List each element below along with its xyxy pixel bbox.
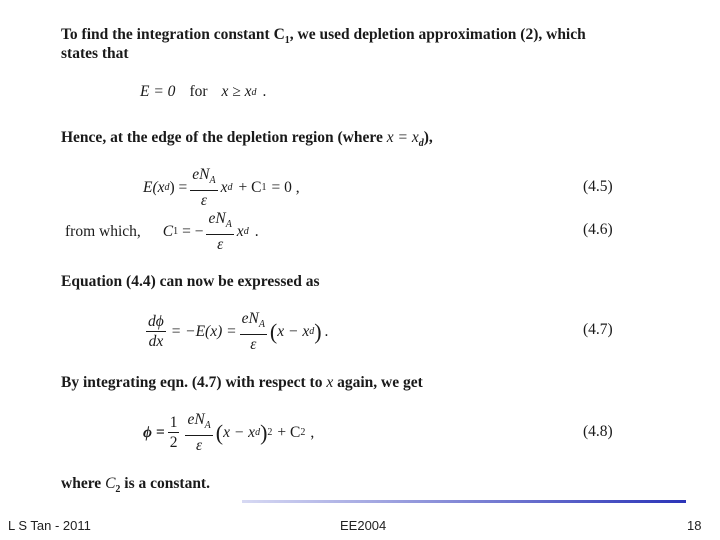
paragraph-states-that: [61, 44, 129, 63]
numerator: 1: [169, 414, 178, 431]
paragraph-integrating: [61, 373, 423, 392]
fraction: [206, 210, 233, 253]
subscript: 1: [284, 35, 290, 46]
eq-for: for: [189, 83, 208, 100]
eq-tail: .: [262, 83, 267, 100]
paragraph-edge-depletion: [61, 128, 433, 153]
footer-course: EE2004: [340, 518, 387, 533]
equation-4-5: [143, 166, 300, 209]
footer-author: L S Tan - 2011: [8, 518, 91, 533]
subscript: d: [227, 182, 233, 193]
eq-term: x − x: [277, 322, 310, 340]
footer-page-number: 18: [687, 518, 702, 533]
numerator: eN: [187, 411, 205, 428]
numerator: dϕ: [148, 313, 164, 330]
subscript: d: [309, 326, 315, 337]
text: Hence, at the edge of the depletion region (where: [61, 129, 387, 146]
eq-tail: = 0 ,: [271, 178, 300, 196]
subscript: 1: [173, 226, 179, 237]
eq-term: + C: [238, 178, 262, 196]
numerator: eN: [208, 210, 226, 227]
fraction-derivative: [146, 313, 166, 350]
denominator: ε: [200, 192, 208, 209]
subscript: d: [164, 182, 170, 193]
eq-term: = −E(x) =: [170, 322, 237, 340]
eq-tail: ,: [310, 423, 315, 441]
eq-term: x − x: [223, 423, 256, 441]
eq-term: x: [220, 178, 228, 196]
equation-4-8: [143, 411, 314, 454]
subscript: 1: [261, 182, 267, 193]
eq-equals: ) =: [169, 178, 188, 196]
text: again, we get: [333, 374, 423, 391]
paragraph-where-constant: [61, 474, 210, 499]
subscript: A: [258, 319, 265, 330]
text: Equation (4.4) can now be expressed as: [61, 273, 320, 290]
subscript: d: [251, 86, 257, 98]
denominator: 2: [169, 434, 178, 451]
eq-lhs: E = 0: [140, 83, 176, 100]
text: where: [61, 475, 106, 492]
subscript: A: [209, 175, 216, 186]
text: By integrating eqn. (4.7) with respect to: [61, 374, 327, 391]
paragraph-integration-constant: [61, 25, 586, 50]
text: , we used depletion approximation (2), which: [289, 26, 586, 43]
eq-equals: = −: [182, 222, 204, 240]
paren-close: ): [260, 419, 268, 445]
subscript: 2: [300, 427, 306, 438]
fraction: [240, 310, 267, 353]
eq-lhs: C: [162, 222, 174, 240]
equation-number-4-6: (4.6): [583, 221, 613, 238]
equation-e-zero: [140, 83, 266, 101]
math: x: [326, 374, 334, 391]
denominator: ε: [196, 437, 203, 454]
paren-open: (: [269, 318, 278, 344]
eq-tail: .: [324, 322, 329, 340]
math: x = x: [386, 129, 419, 146]
text: To find the integration constant C: [61, 26, 285, 43]
eq-lhs: ϕ =: [143, 423, 165, 441]
eq-lhs: E(x: [143, 178, 165, 196]
paragraph-equation-4-4: [61, 272, 320, 291]
equation-number-4-7: (4.7): [583, 321, 613, 338]
fraction: [190, 166, 217, 209]
eq-tail: .: [254, 222, 259, 240]
equation-number-4-5: (4.5): [583, 178, 613, 195]
eq-term: + C: [277, 423, 301, 441]
fraction: [185, 411, 212, 454]
subscript: A: [204, 420, 211, 431]
subscript: A: [225, 219, 232, 230]
subscript: d: [243, 226, 249, 237]
superscript: 2: [267, 427, 273, 438]
equation-4-6: [65, 210, 259, 253]
equation-number-4-8: (4.8): [583, 423, 613, 440]
subscript: d: [418, 138, 424, 149]
denominator: ε: [217, 236, 224, 253]
text: ),: [423, 129, 433, 146]
subscript: d: [255, 427, 261, 438]
paren-close: ): [314, 318, 322, 344]
footer-divider: [242, 500, 686, 503]
numerator: eN: [192, 166, 210, 183]
eq-condition: x ≥ x: [221, 83, 252, 100]
subscript: 2: [115, 484, 121, 495]
text: is a constant.: [120, 475, 210, 492]
denominator: dx: [148, 333, 164, 350]
text: states that: [61, 45, 129, 62]
fraction-half: [168, 414, 180, 451]
eq-prefix: from which,: [65, 222, 141, 240]
numerator: eN: [241, 310, 259, 327]
equation-4-7: [143, 310, 328, 353]
eq-term: x: [236, 222, 244, 240]
paren-open: (: [215, 419, 224, 445]
denominator: ε: [250, 336, 257, 353]
math: C: [105, 475, 116, 492]
